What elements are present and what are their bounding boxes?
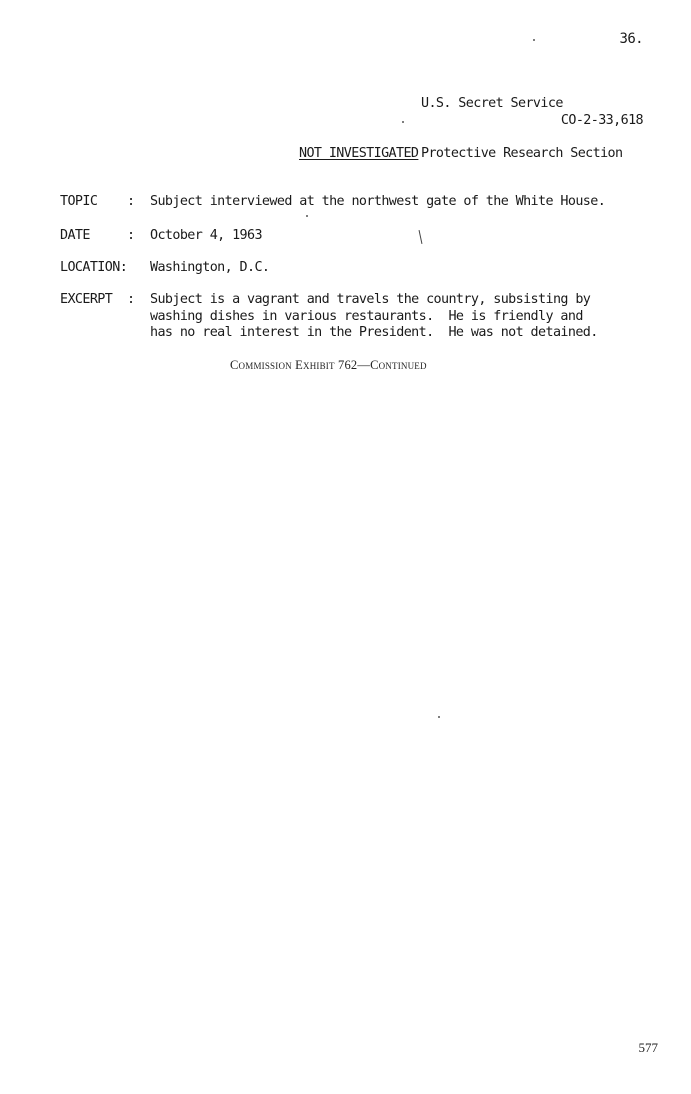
topic-label: TOPIC [60,194,98,209]
scan-speck [438,716,440,718]
date-value: October 4, 1963 [150,228,262,243]
folio-number: 577 [638,1040,658,1055]
status-heading: NOT INVESTIGATED [299,146,419,161]
date-label: DATE [60,228,90,243]
scan-speck [533,39,535,41]
excerpt-colon: : [127,292,135,307]
scan-speck [402,121,404,123]
agency-section: Protective Research Section [421,145,623,161]
topic-value: Subject interviewed at the northwest gate of the White House. [150,194,606,209]
agency-name: U.S. Secret Service [421,96,563,111]
location-value: Washington, D.C. [150,260,270,275]
date-colon: : [127,228,135,243]
exhibit-caption: Commission Exhibit 762—Continued [230,358,427,372]
excerpt-value: Subject is a vagrant and travels the country, subsisting by washing dishes in various restaurants. He is friendly and has no real interest in the President. He was not detained. [150,292,598,340]
page-number: 36. [619,31,643,47]
location-label: LOCATION: [60,260,128,275]
scan-speck [306,215,308,217]
pen-mark [419,230,423,244]
excerpt-label: EXCERPT [60,292,113,307]
file-number: CO-2-33,618 [560,113,643,128]
topic-colon: : [127,194,135,209]
